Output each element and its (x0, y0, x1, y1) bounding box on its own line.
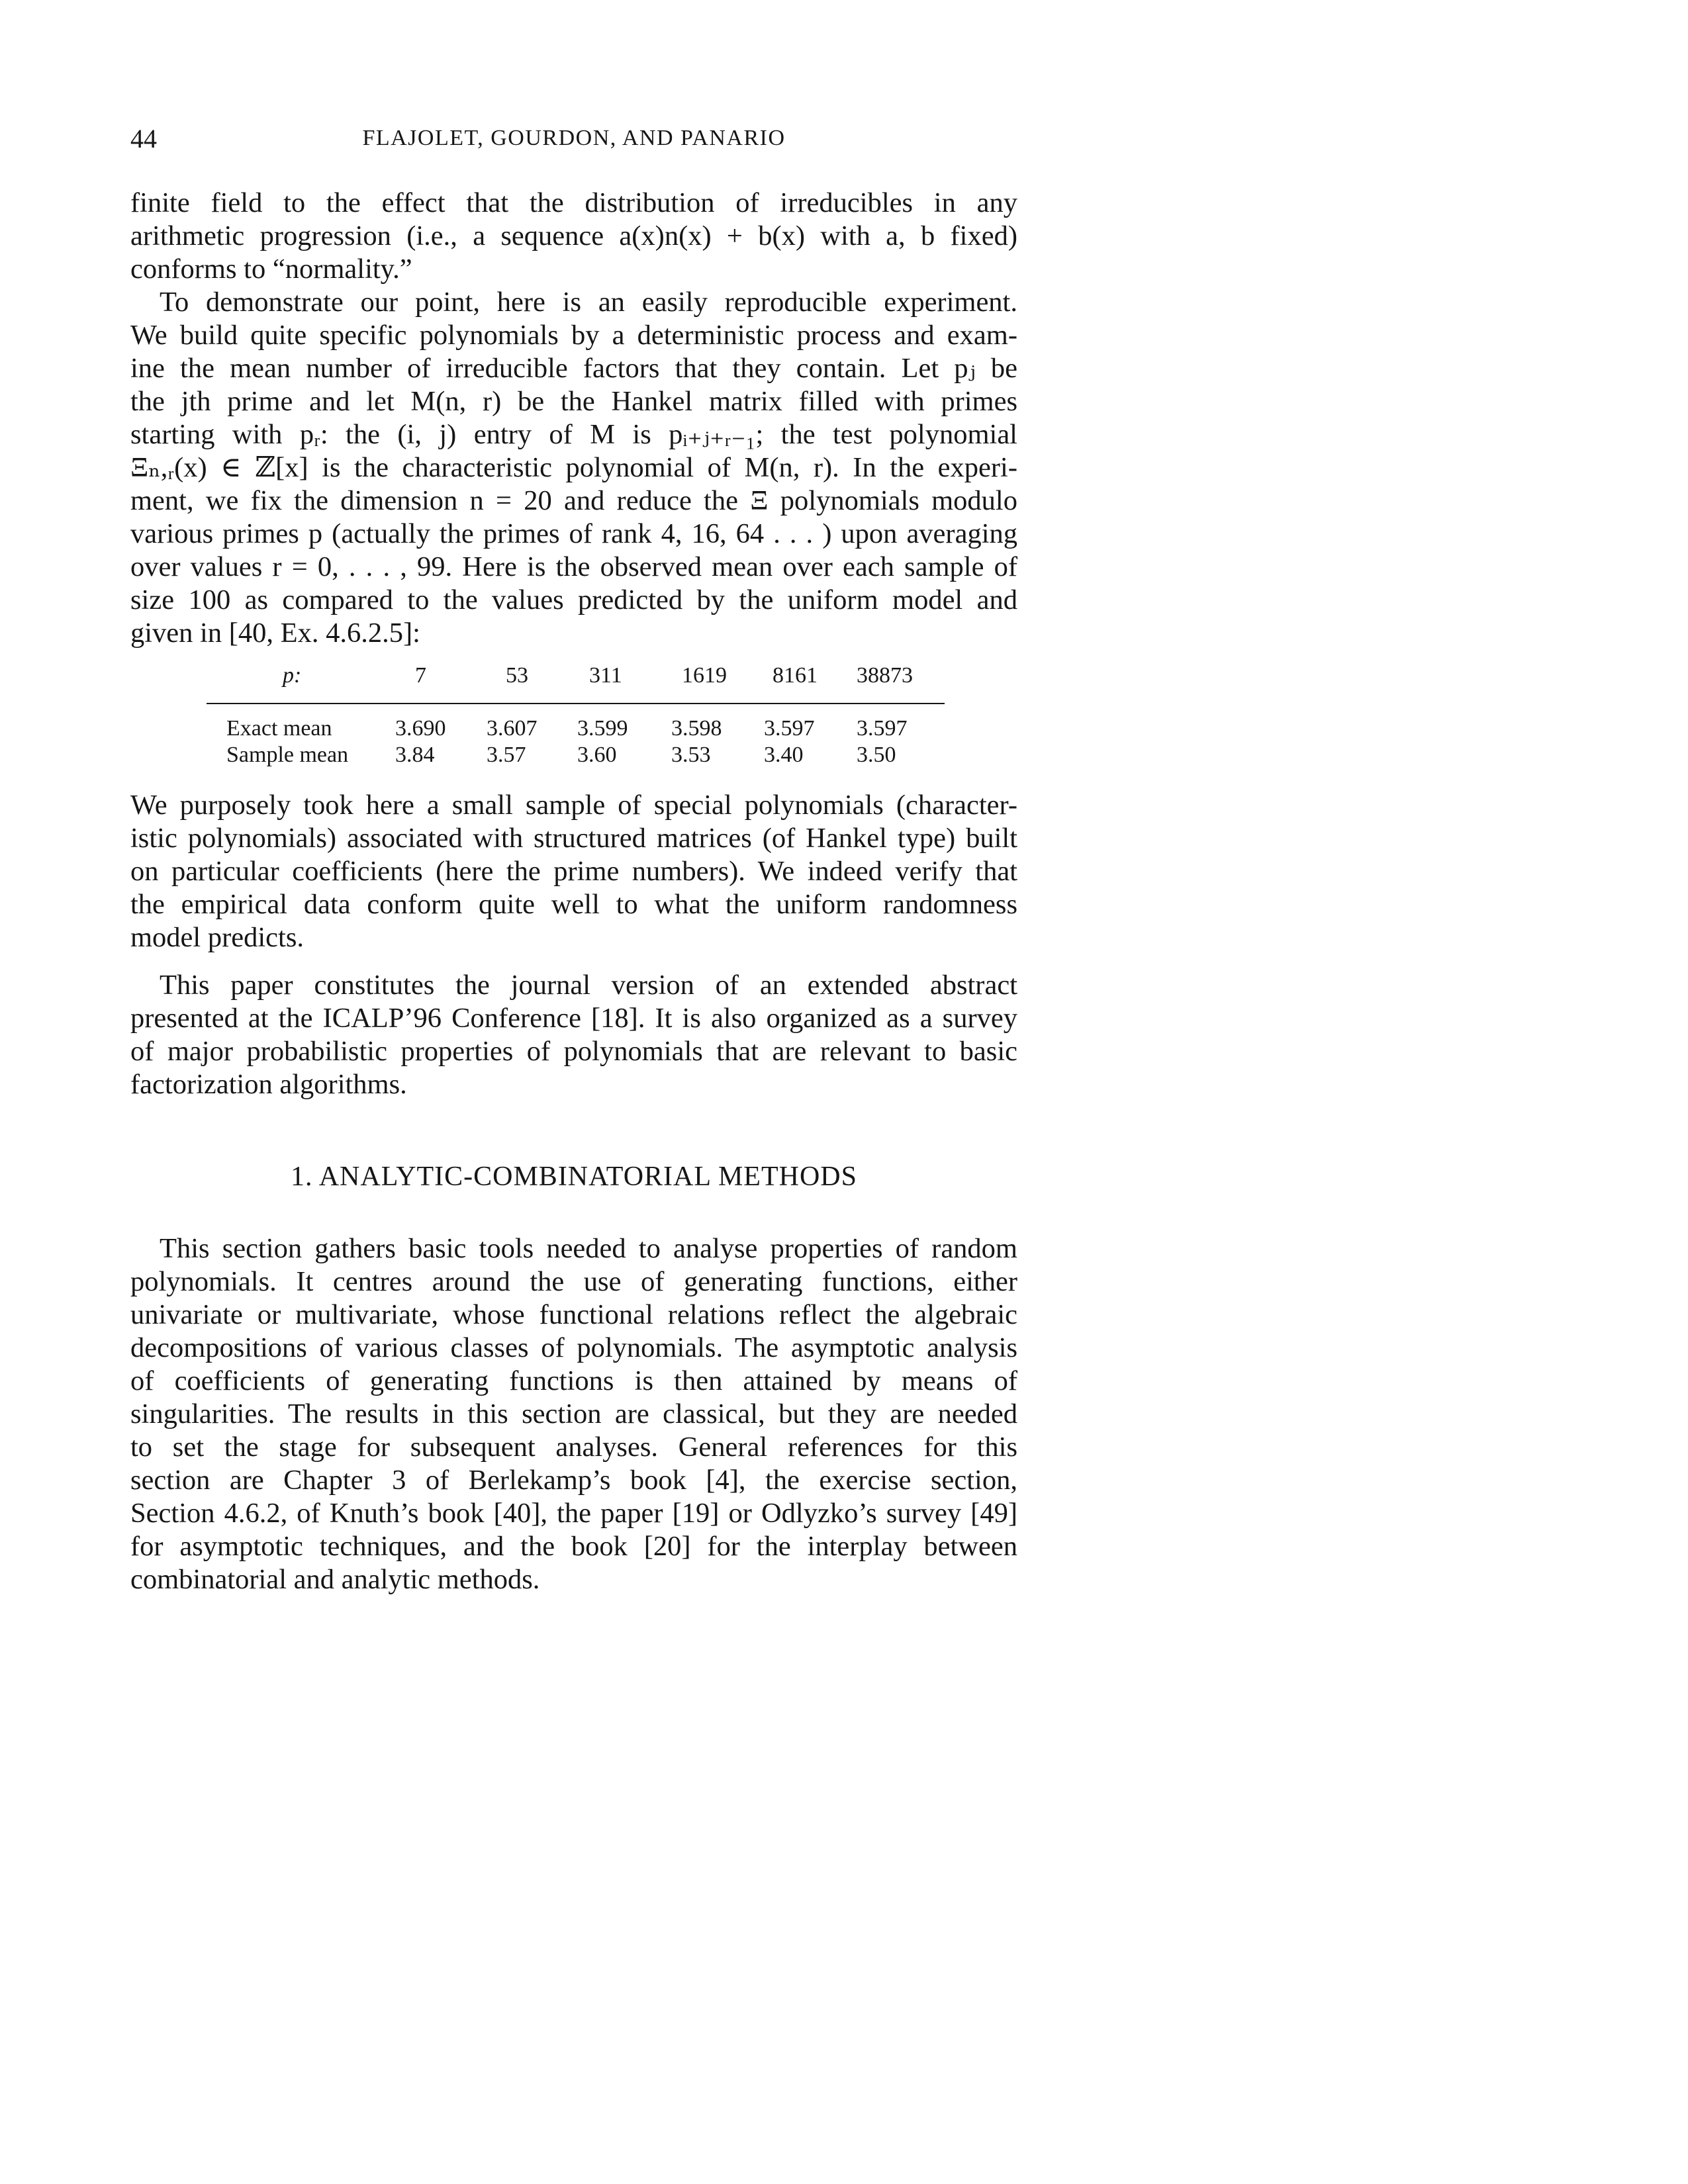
table-cell: 3.53 (671, 743, 711, 767)
text-line: decompositions of various classes of polynomials. The asymptotic analysis (130, 1332, 1017, 1363)
text-line: We purposely took here a small sample of special polynomials (character- (130, 790, 1017, 821)
table-cell: 3.84 (395, 743, 435, 767)
results-table (207, 663, 945, 772)
text-line: arithmetic progression (i.e., a sequence a(x)n(x) + b(x) with a, b fixed) (130, 220, 1017, 251)
table-cell: 3.607 (487, 716, 538, 741)
text-line: istic polynomials) associated with structured matrices (of Hankel type) built (130, 823, 1017, 854)
text-line: polynomials. It centres around the use of generating functions, either (130, 1266, 1017, 1297)
table-column-header: 1619 (682, 663, 727, 688)
text-line: of major probabilistic properties of polynomials that are relevant to basic (130, 1036, 1017, 1067)
table-cell: 3.597 (764, 716, 815, 741)
text-line: the jth prime and let M(n, r) be the Hankel matrix filled with primes (130, 386, 1017, 417)
table-cell: 3.690 (395, 716, 446, 741)
table-cell: 3.598 (671, 716, 722, 741)
text-line: given in [40, Ex. 4.6.2.5]: (130, 617, 420, 649)
table-cell: 3.60 (577, 743, 617, 767)
section-heading: 1. ANALYTIC-COMBINATORIAL METHODS (291, 1161, 857, 1192)
table-cell: 3.50 (857, 743, 896, 767)
paragraph-2 (130, 286, 1017, 650)
section-body (130, 1232, 1017, 1596)
text-line: univariate or multivariate, whose functional relations reflect the algebraic (130, 1299, 1017, 1330)
text-line: starting with pᵣ: the (i, j) entry of M is pᵢ₊ⱼ₊ᵣ₋₁; the test polynomial (130, 419, 1017, 450)
text-line: for asymptotic techniques, and the book [20] for the interplay between (130, 1531, 1017, 1562)
table-column-header: 53 (506, 663, 528, 688)
text-line: over values r = 0, . . . , 99. Here is the observed mean over each sample of (130, 551, 1017, 582)
text-line: section are Chapter 3 of Berlekamp’s book [4], the exercise section, (130, 1465, 1017, 1496)
text-line: We build quite specific polynomials by a deterministic process and exam- (130, 320, 1017, 351)
table-header-row (207, 663, 945, 692)
table-row (207, 743, 945, 772)
text-line: finite field to the effect that the distribution of irreducibles in any (130, 187, 1017, 218)
table-cell: 3.40 (764, 743, 804, 767)
text-line: to set the stage for subsequent analyses. General references for this (130, 1432, 1017, 1463)
running-title-authors: FLAJOLET, GOURDON, AND PANARIO (362, 126, 786, 150)
text-line: model predicts. (130, 922, 305, 953)
text-line: presented at the ICALP’96 Conference [18]. It is also organized as a survey (130, 1003, 1017, 1034)
paragraph-3 (130, 789, 1017, 954)
text-line: conforms to “normality.” (130, 253, 412, 285)
text-line: To demonstrate our point, here is an easily reproducible experiment. (160, 287, 1017, 318)
main-text (130, 187, 1017, 650)
text-line: of coefficients of generating functions is then attained by means of (130, 1365, 1017, 1396)
text-line: This section gathers basic tools needed to analyse properties of random (160, 1233, 1017, 1264)
text-line: combinatorial and analytic methods. (130, 1564, 540, 1595)
text-line: This paper constitutes the journal version of an extended abstract (160, 970, 1017, 1001)
table-row (207, 716, 945, 745)
table-cell: 3.599 (577, 716, 628, 741)
table-cell: 3.57 (487, 743, 526, 767)
paragraph-4 (130, 969, 1017, 1101)
text-line: ine the mean number of irreducible factors that they contain. Let pⱼ be (130, 353, 1017, 384)
text-line: various primes p (actually the primes of rank 4, 16, 64 . . . ) upon averaging (130, 518, 1017, 549)
text-line: singularities. The results in this section are classical, but they are needed (130, 1398, 1017, 1430)
table-rule (207, 703, 945, 704)
text-line: factorization algorithms. (130, 1069, 407, 1100)
main-text-continued (130, 789, 1017, 1101)
table-row-label: Exact mean (226, 716, 332, 741)
table-column-header: 311 (589, 663, 622, 688)
table-header-label: p: (283, 663, 302, 688)
table-row-label: Sample mean (226, 743, 349, 767)
table-cell: 3.597 (857, 716, 908, 741)
running-header (130, 123, 1017, 163)
text-line: Ξₙ,ᵣ(x) ∈ ℤ[x] is the characteristic polynomial of M(n, r). In the experi- (130, 452, 1017, 483)
table-column-header: 7 (415, 663, 426, 688)
text-line: Section 4.6.2, of Knuth’s book [40], the paper [19] or Odlyzko’s survey [49] (130, 1498, 1017, 1529)
table-column-header: 8161 (773, 663, 818, 688)
paragraph-5 (130, 1232, 1017, 1596)
text-line: ment, we fix the dimension n = 20 and reduce the Ξ polynomials modulo (130, 485, 1017, 516)
table-column-header: 38873 (857, 663, 913, 688)
text-line: size 100 as compared to the values predicted by the uniform model and (130, 584, 1017, 615)
text-line: on particular coefficients (here the prime numbers). We indeed verify that (130, 856, 1017, 887)
paragraph-1 (130, 187, 1017, 286)
page-number: 44 (130, 124, 157, 154)
text-line: the empirical data conform quite well to what the uniform randomness (130, 889, 1017, 920)
